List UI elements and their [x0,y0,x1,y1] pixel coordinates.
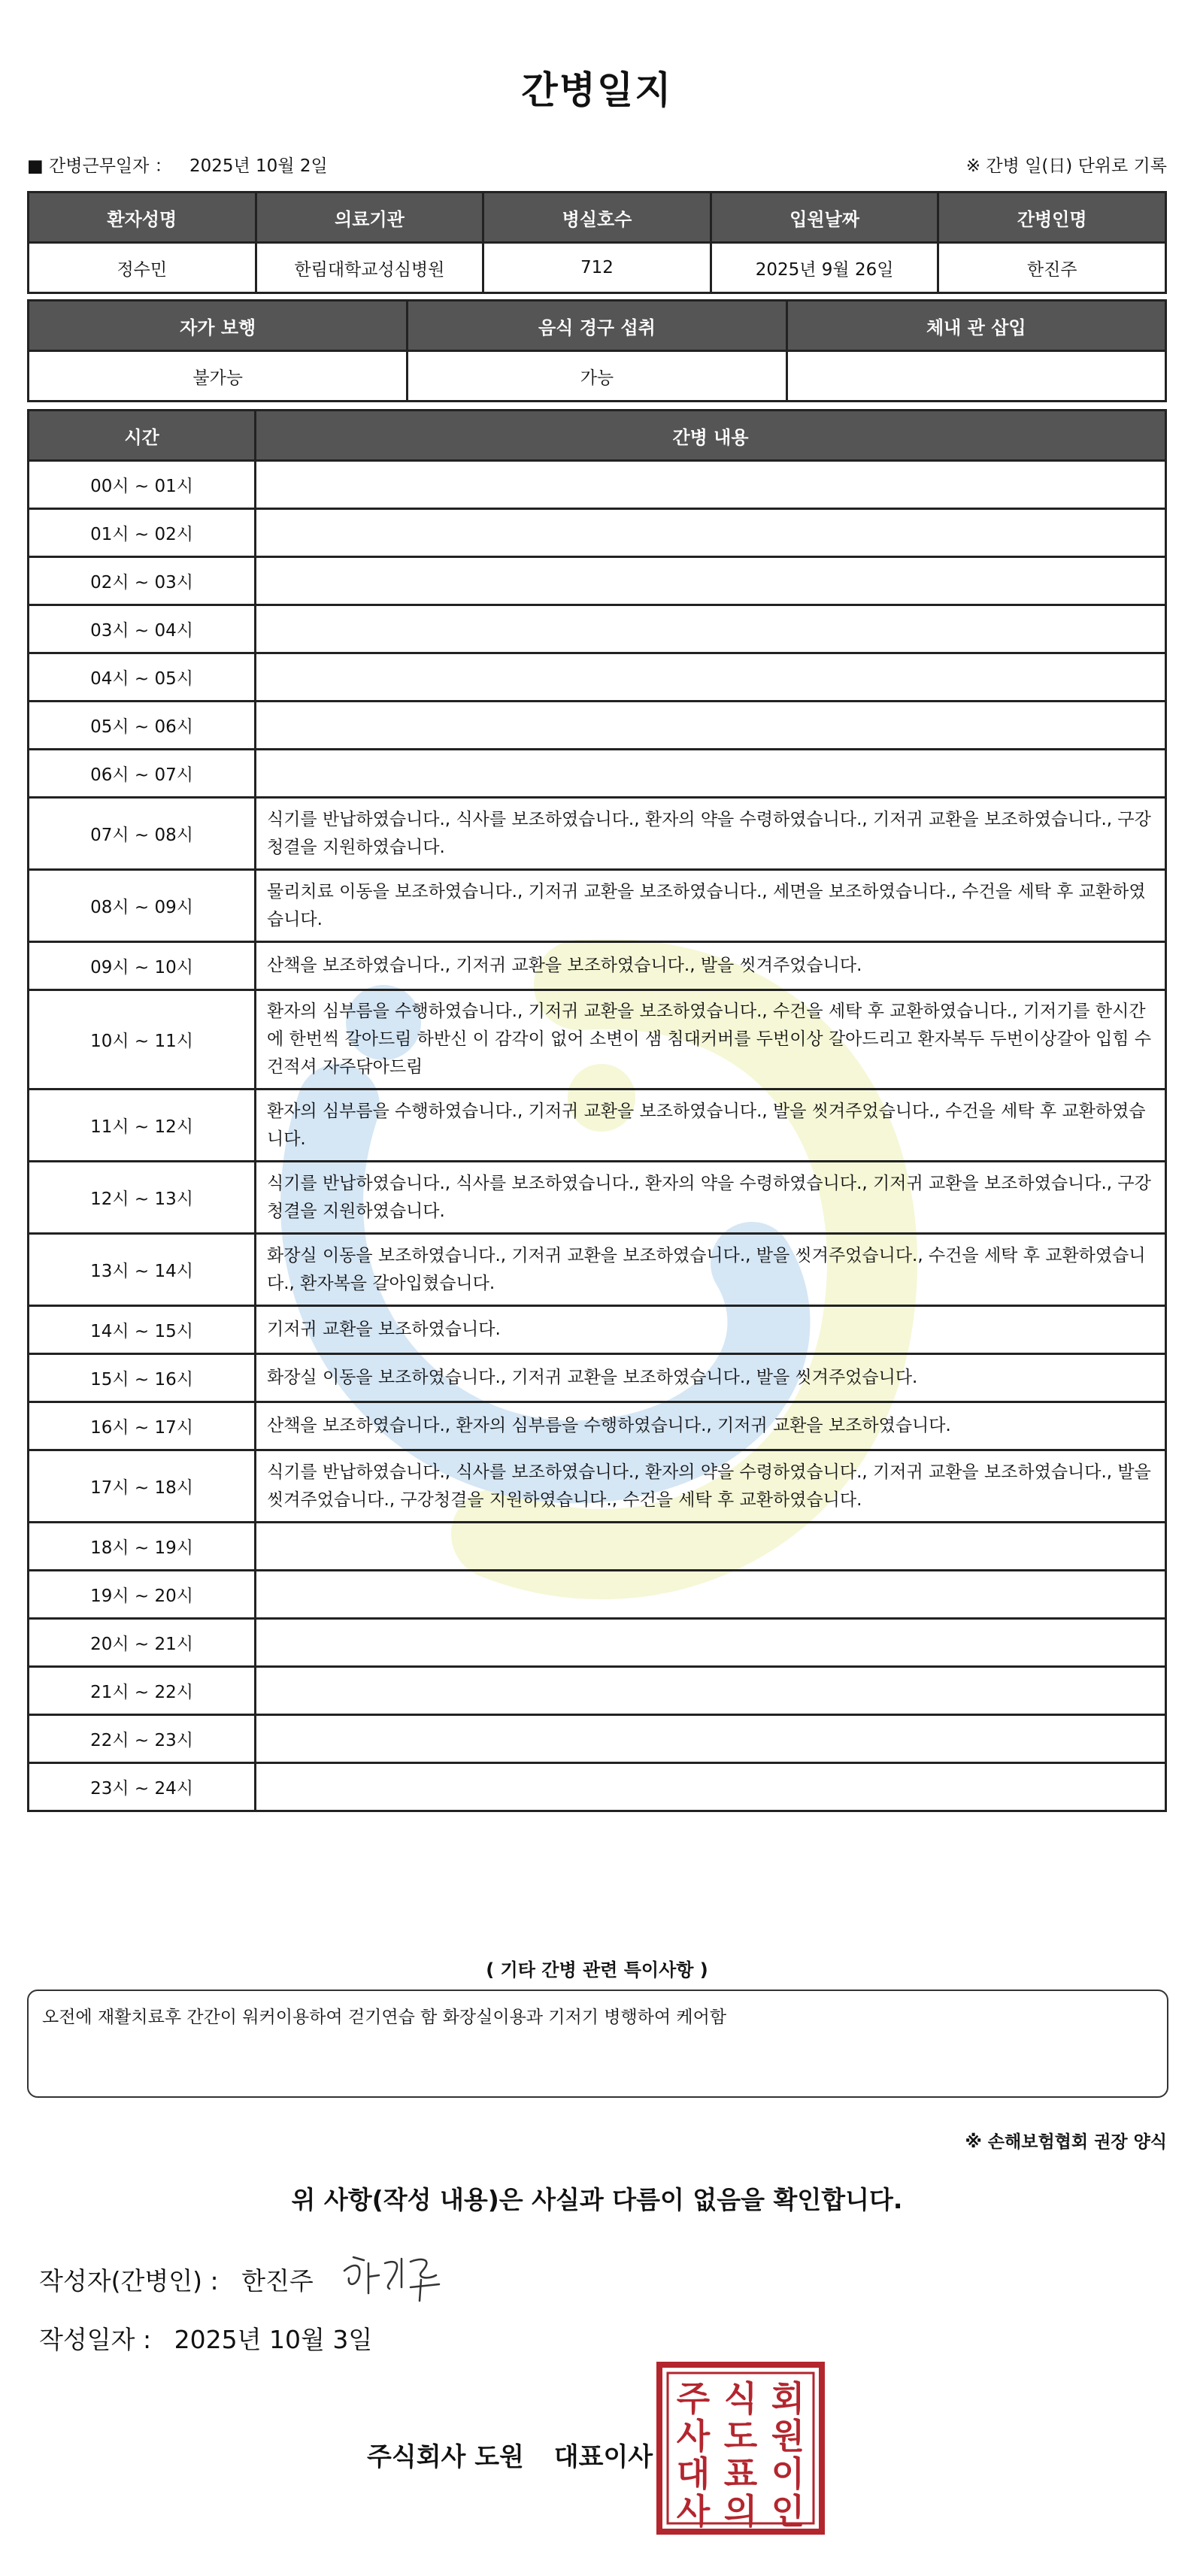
company-seal [656,2361,826,2535]
log-time: 11시 ~ 12시 [29,1089,256,1162]
log-content [256,1715,1166,1763]
log-time: 20시 ~ 21시 [29,1619,256,1667]
header-care-content: 간병 내용 [256,411,1166,461]
page-title: 간병일지 [521,68,673,112]
work-date-value: 2025년 10월 2일 [189,156,328,176]
log-row [29,1715,1166,1763]
seal-character: 의 [723,2491,758,2532]
log-time: 14시 ~ 15시 [29,1306,256,1354]
log-content [256,1571,1166,1619]
log-time: 09시 ~ 10시 [29,942,256,990]
header-room-number: 병실호수 [483,192,711,243]
log-row [29,1089,1166,1162]
special-notes-text: 오전에 재활치료후 간간이 워커이용하여 걷기연습 함 화장실이용과 기저기 병행하여 케어함 [42,2008,727,2027]
log-time: 18시 ~ 19시 [29,1523,256,1571]
log-time: 16시 ~ 17시 [29,1402,256,1450]
log-time: 04시 ~ 05시 [29,653,256,702]
log-row [29,702,1166,750]
log-time: 22시 ~ 23시 [29,1715,256,1763]
header-self-walking: 자가 보행 [29,301,408,351]
company-line [367,2436,653,2473]
log-row [29,1162,1166,1234]
log-row [29,1354,1166,1402]
seal-character: 인 [771,2491,805,2532]
log-row [29,1306,1166,1354]
company-name: 주식회사 도원 [367,2442,524,2472]
handwritten-signature [338,2241,451,2308]
log-content [256,750,1166,798]
log-time: 17시 ~ 18시 [29,1450,256,1523]
log-time: 15시 ~ 16시 [29,1354,256,1402]
header-admission-date: 입원날짜 [711,192,938,243]
admission-date: 2025년 9월 26일 [711,243,938,293]
log-content: 환자의 심부름을 수행하였습니다., 기저귀 교환을 보조하였습니다., 수건을 세탁 후 교환하였습니다., 기저기를 한시간에 한번씩 갈아드림 하반신 이 감각이 없어 소변이 샘 침대커버를 두번이상 갈아드리고 환자복두 두번이상갈아 입힘 수건적셔 자주닦아드림 [256,990,1166,1089]
log-row [29,1619,1166,1667]
work-date-label: ■ 간병근무일자 ： [27,156,172,176]
header-caregiver-name: 간병인명 [938,192,1166,243]
log-content [256,1763,1166,1811]
log-time: 19시 ~ 20시 [29,1571,256,1619]
log-content [256,605,1166,653]
seal-character: 주 [676,2378,711,2419]
patient-status-table [27,299,1167,402]
patient-name: 정수민 [29,243,256,293]
seal-character: 사 [676,2416,711,2456]
seal-character: 이 [771,2453,805,2494]
log-row [29,798,1166,870]
log-content: 식기를 반납하였습니다., 식사를 보조하였습니다., 환자의 약을 수령하였습니다., 기저귀 교환을 보조하였습니다., 발을 씻겨주었습니다., 구강청결을 지원하였습니다., 수건을 세탁 후 교환하였습니다. [256,1450,1166,1523]
log-row [29,1571,1166,1619]
log-content [256,1619,1166,1667]
log-content [256,653,1166,702]
care-log-table [27,409,1167,1812]
log-content: 식기를 반납하였습니다., 식사를 보조하였습니다., 환자의 약을 수령하였습니다., 기저귀 교환을 보조하였습니다., 구강청결을 지원하였습니다. [256,798,1166,870]
unit-note: ※ 간병 일(日) 단위로 기록 [965,156,1167,176]
header-hospital: 의료기관 [256,192,483,243]
log-content [256,1667,1166,1715]
tube-insertion-value [786,351,1165,402]
log-row [29,461,1166,509]
log-content: 산책을 보조하였습니다., 기저귀 교환을 보조하였습니다., 발을 씻겨주었습니다. [256,942,1166,990]
log-row [29,557,1166,605]
log-time: 21시 ~ 22시 [29,1667,256,1715]
log-time: 13시 ~ 14시 [29,1234,256,1306]
written-date-line [39,2320,372,2356]
written-date-label: 작성일자 : [39,2325,152,2354]
log-content: 산책을 보조하였습니다., 환자의 심부름을 수행하였습니다., 기저귀 교환을 보조하였습니다. [256,1402,1166,1450]
seal-character: 사 [676,2491,711,2532]
log-time: 05시 ~ 06시 [29,702,256,750]
log-content: 화장실 이동을 보조하였습니다., 기저귀 교환을 보조하였습니다., 발을 씻겨주었습니다., 수건을 세탁 후 교환하였습니다., 환자복을 갈아입혔습니다. [256,1234,1166,1306]
writer-line [39,2262,314,2297]
hospital-name: 한림대학교성심병원 [256,243,483,293]
log-content [256,702,1166,750]
log-time: 00시 ~ 01시 [29,461,256,509]
seal-character: 원 [771,2416,805,2456]
log-time: 23시 ~ 24시 [29,1763,256,1811]
log-content [256,557,1166,605]
log-row [29,750,1166,798]
special-notes-title: ( 기타 간병 관련 특이사항 ) [486,1959,708,1980]
recommend-note: ※ 손해보험협회 권장 양식 [965,2132,1167,2152]
header-tube-insertion: 체내 관 삽입 [786,301,1165,351]
log-row [29,1450,1166,1523]
log-row [29,605,1166,653]
log-content: 환자의 심부름을 수행하였습니다., 기저귀 교환을 보조하였습니다., 발을 씻겨주었습니다., 수건을 세탁 후 교환하였습니다. [256,1089,1166,1162]
seal-character: 도 [723,2416,758,2456]
seal-character: 회 [771,2378,805,2419]
log-row [29,1667,1166,1715]
log-time: 03시 ~ 04시 [29,605,256,653]
log-row [29,1402,1166,1450]
log-row [29,509,1166,557]
writer-label: 작성자(간병인) : [39,2266,219,2296]
log-content [256,509,1166,557]
patient-info-table [27,191,1167,294]
log-time: 08시 ~ 09시 [29,870,256,942]
confirmation-statement: 위 사항(작성 내용)은 사실과 다름이 없음을 확인합니다. [291,2185,903,2214]
ceo-title: 대표이사 [553,2442,653,2472]
written-date-value: 2025년 10월 3일 [174,2325,373,2354]
writer-name: 한진주 [241,2266,314,2296]
log-content: 물리치료 이동을 보조하였습니다., 기저귀 교환을 보조하였습니다., 세면을 보조하였습니다., 수건을 세탁 후 교환하였습니다. [256,870,1166,942]
seal-character: 식 [723,2378,758,2419]
log-time: 07시 ~ 08시 [29,798,256,870]
header-oral-intake: 음식 경구 섭취 [408,301,786,351]
log-row [29,1763,1166,1811]
seal-character: 대 [676,2453,711,2494]
log-time: 10시 ~ 11시 [29,990,256,1089]
log-content [256,461,1166,509]
header-patient-name: 환자성명 [29,192,256,243]
log-row [29,653,1166,702]
log-time: 12시 ~ 13시 [29,1162,256,1234]
log-content [256,1523,1166,1571]
seal-character: 표 [723,2453,758,2494]
log-content: 식기를 반납하였습니다., 식사를 보조하였습니다., 환자의 약을 수령하였습니다., 기저귀 교환을 보조하였습니다., 구강청결을 지원하였습니다. [256,1162,1166,1234]
log-content: 화장실 이동을 보조하였습니다., 기저귀 교환을 보조하였습니다., 발을 씻겨주었습니다. [256,1354,1166,1402]
log-row [29,942,1166,990]
work-date-line [27,152,328,177]
log-time: 02시 ~ 03시 [29,557,256,605]
special-notes-box [27,1990,1168,2098]
log-row [29,990,1166,1089]
self-walking-value: 불가능 [29,351,408,402]
log-content: 기저귀 교환을 보조하였습니다. [256,1306,1166,1354]
room-number: 712 [483,243,711,293]
log-row [29,1234,1166,1306]
log-time: 01시 ~ 02시 [29,509,256,557]
log-row [29,1523,1166,1571]
caregiver-name: 한진주 [938,243,1166,293]
log-row [29,870,1166,942]
oral-intake-value: 가능 [408,351,786,402]
log-time: 06시 ~ 07시 [29,750,256,798]
header-time: 시간 [29,411,256,461]
